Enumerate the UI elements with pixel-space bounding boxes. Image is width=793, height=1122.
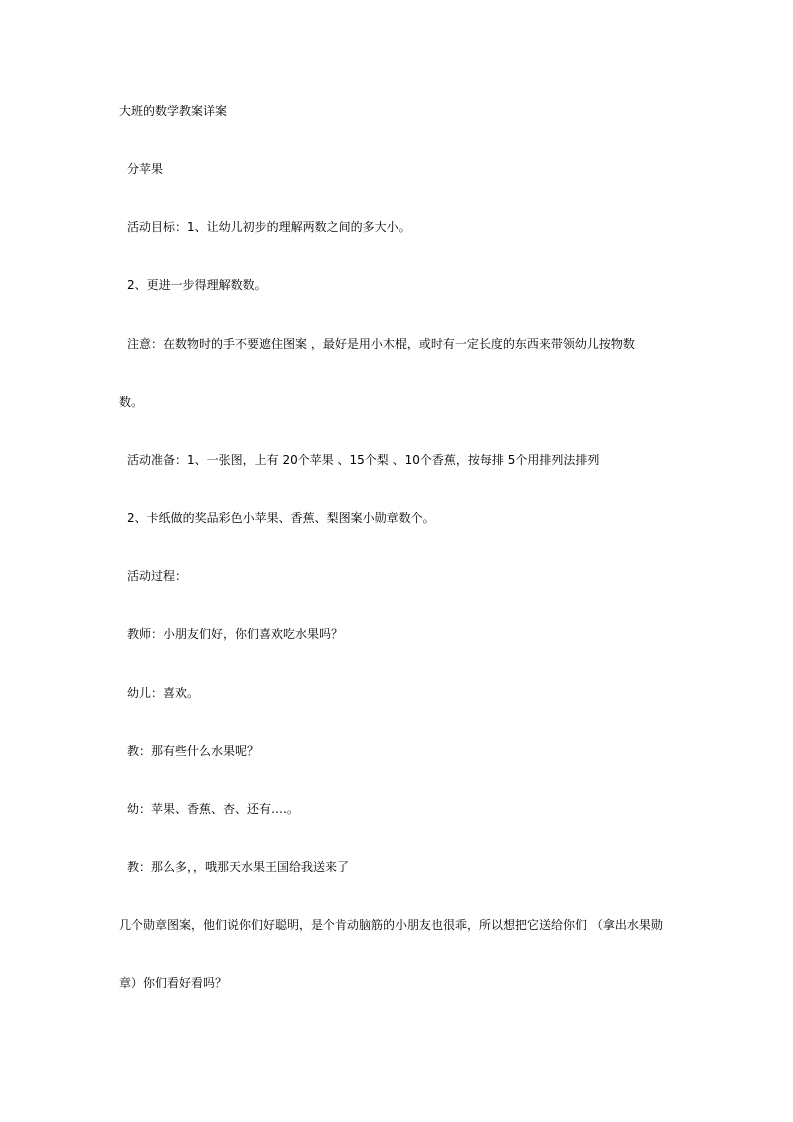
- paragraph-note: 注意：在数物时的手不要遮住图案 ，最好是用小木棍，或时有一定长度的东西来带领幼儿按物数: [127, 337, 635, 351]
- dialogue-line: 幼儿：喜欢。: [127, 686, 200, 700]
- paragraph-note-continued: 数。: [119, 395, 144, 409]
- paragraph-preparation: 活动准备：1、一张图，上有 20个苹果 、15个梨 、10个香蕉，按每排 5个用排列法排列: [127, 453, 600, 467]
- paragraph-objective: 活动目标：1、让幼儿初步的理解两数之间的多大小。: [127, 220, 411, 234]
- section-title: 分苹果: [127, 162, 164, 176]
- paragraph-process-heading: 活动过程：: [127, 569, 188, 583]
- document-title: 大班的数学教案详案: [119, 104, 228, 118]
- paragraph-objective-2: 2、更进一步得理解数数。: [127, 278, 267, 292]
- dialogue-line: 教：那有些什么水果呢？: [127, 744, 260, 758]
- dialogue-line-continued: 几个勋章图案，他们说你们好聪明，是个肯动脑筋的小朋友也很乖，所以想把它送给你们 （拿出水果勋: [119, 918, 663, 932]
- dialogue-line-continued: 章）你们看好看吗？: [119, 976, 228, 990]
- paragraph-preparation-2: 2、卡纸做的奖品彩色小苹果、香蕉、梨图案小勋章数个。: [127, 511, 435, 525]
- dialogue-line: 幼：苹果、香蕉、杏、还有….。: [127, 802, 299, 816]
- dialogue-line: 教：那么多，，哦那天水果王国给我送来了: [127, 860, 350, 874]
- dialogue-line: 教师：小朋友们好，你们喜欢吃水果吗？: [127, 627, 344, 641]
